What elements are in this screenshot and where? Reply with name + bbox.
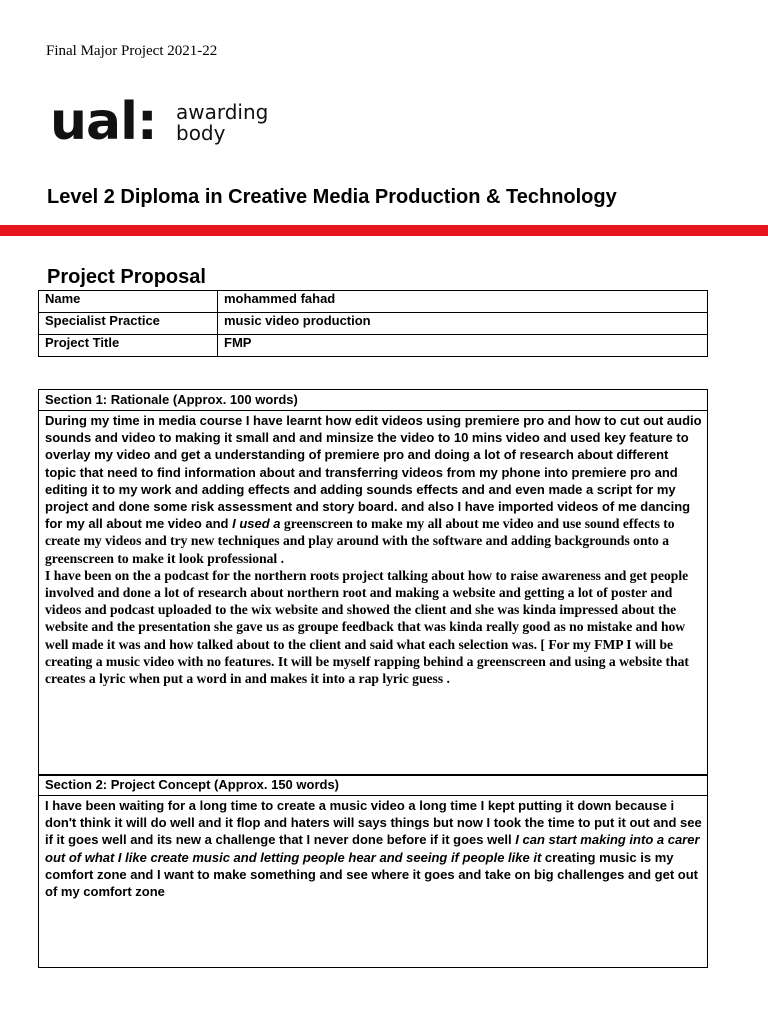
section-project-concept [38, 774, 708, 968]
section-concept-heading: Section 2: Project Concept (Approx. 150 words) [39, 775, 707, 796]
section-concept-body [39, 796, 707, 900]
concept-text-italic: I can start making into a carer out of what I like create music and letting people hear and seeing if people like it [45, 832, 700, 865]
rationale-text-part1: During my time in media course I have learnt how edit videos using premiere pro and how to cut out audio sounds and video to making it small and and minsize the video to 10 mins video and used key feature to overlay my video and get a understanding of premiere pro and doing a lot of research about different topic that need to find information about and transferring videos from my phone into premiere pro and editing it to my work and adding effects and adding sounds effects and and even made a script for my project and done some risk assessment and story board. and also I have imported videos of me dancing for my all about me video and [45, 413, 702, 532]
specialist-practice-value: music video production [218, 313, 708, 335]
logo-line-body: body [176, 121, 226, 145]
rationale-paragraph-2: I have been on the a podcast for the northern roots project talking about how to raise awareness and get people involved and done a lot of research about northern root and making a website and getting a lot of poster and videos and podcast uploaded to the wix website and showed the client and she was kinda impressed about the website and the presentation she gave us as groupe feedback that was kinda really good as no mistake and how well made it was and how talked about to the client and said what each selection was. [ For my FMP I will be creating a music video with no features. It will be myself rapping behind a greenscreen and using a website that creates a lyric when put a word in and makes it into a rap lyric guess . [45, 567, 689, 687]
section-rationale-body [39, 411, 707, 687]
section-rationale-heading: Section 1: Rationale (Approx. 100 words) [39, 390, 707, 411]
project-header-label: Final Major Project 2021-22 [46, 43, 218, 59]
project-title-value: FMP [218, 335, 708, 357]
project-info-table [38, 290, 708, 357]
concept-text-part2: creating music is my comfort zone and I want to make something and see where it goes and take on big challenges and get out of my comfort zone [45, 849, 698, 900]
project-title-label: Project Title [39, 335, 218, 357]
rationale-text-part2: greenscreen to make my all about me video and use sound effects to create my videos and try new techniques and play around with the software and adding backgrounds onto a greenscreen to make it look professional . [45, 516, 675, 566]
logo-ual-text: ual: [50, 92, 157, 152]
logo-subtitle [176, 102, 268, 144]
rationale-text-italic: I used a [232, 516, 281, 532]
table-row [39, 335, 708, 357]
name-label: Name [39, 291, 218, 313]
concept-text-part1: I have been waiting for a long time to create a music video a long time I kept putting it down because i don't think it will do well and it flop and haters will says things but now I took the time to put it out and see if it goes well and its new a challenge that I never done before if it goes well [45, 798, 702, 848]
table-row [39, 313, 708, 335]
section-rationale [38, 389, 708, 776]
table-row [39, 291, 708, 313]
name-value: mohammed fahad [218, 291, 708, 313]
red-divider-bar [0, 225, 768, 236]
diploma-title: Level 2 Diploma in Creative Media Production & Technology [47, 186, 617, 208]
proposal-title: Project Proposal [47, 266, 206, 288]
specialist-practice-label: Specialist Practice [39, 313, 218, 335]
logo-line-awarding: awarding [176, 100, 269, 124]
